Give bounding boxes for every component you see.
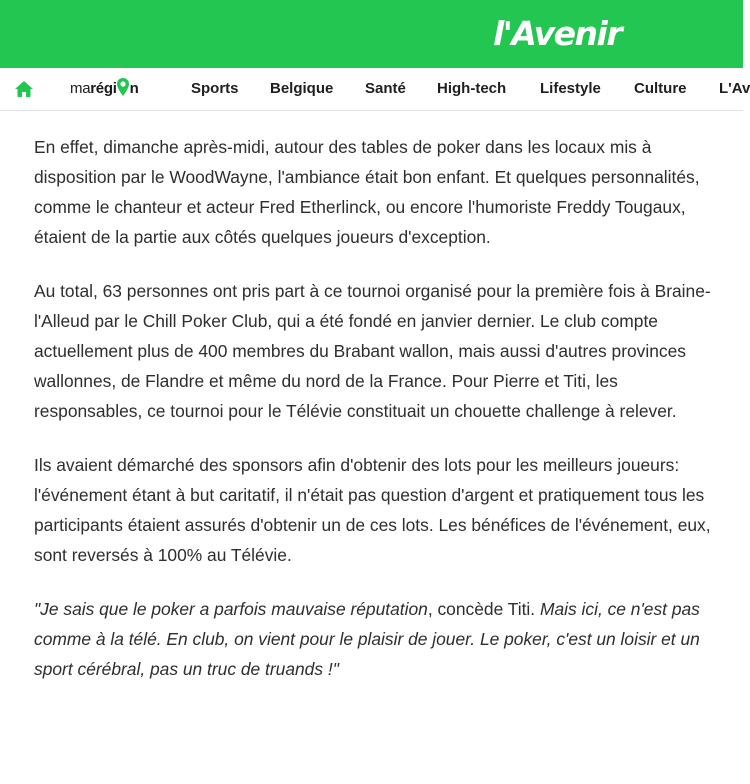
nav-bar xyxy=(0,68,750,111)
article-body xyxy=(34,132,724,684)
nav-item-culture[interactable]: Culture xyxy=(634,80,687,97)
top-banner xyxy=(0,0,743,68)
ma-region-label-end: n xyxy=(129,80,139,97)
home-icon[interactable] xyxy=(14,79,34,99)
nav-item-sports[interactable]: Sports xyxy=(191,80,239,97)
article-paragraph: En effet, dimanche après-midi, autour des tables de poker dans les locaux mis à disposition par le WoodWayne, l'ambiance était bon enfant. Et quelques personnalités, comme le chanteur et acteur Fred Etherlinck, ou encore l'humoriste Freddy Tougaux, étaient de la partie aux côtés quelques joueurs d'exception. xyxy=(34,137,700,247)
ma-region-prefix: ma xyxy=(70,80,91,97)
nav-item-belgique[interactable]: Belgique xyxy=(270,80,334,97)
nav-item-lifestyle[interactable]: Lifestyle xyxy=(540,80,601,97)
article-quote xyxy=(34,594,724,684)
location-pin-icon xyxy=(116,77,130,97)
article-paragraph: Au total, 63 personnes ont pris part à ce tournoi organisé pour la première fois à Braine-l'Alleud par le Chill Poker Club, qui a été fondé en janvier dernier. Le club compte actuellement plus de 400 membres du Brabant wallon, mais aussi d'autres provinces wallonnes, de Flandre et même du nord de la France. Pour Pierre et Titi, les responsables, ce tournoi pour le Télévie constituait un chouette challenge à relever. xyxy=(34,281,711,421)
nav-item-lavenir[interactable]: L'Av xyxy=(719,80,750,97)
nav-item-sante[interactable]: Santé xyxy=(365,80,406,97)
quote-part-1: "Je sais que le poker a parfois mauvaise réputation xyxy=(34,599,428,619)
ma-region-link[interactable] xyxy=(70,77,139,101)
article-paragraph: Ils avaient démarché des sponsors afin d'obtenir des lots pour les meilleurs joueurs: l'événement étant à but caritatif, il n'était pas question d'argent et pratiquement tous les participants étaient assurés d'obtenir un de ces lots. Les bénéfices de l'événement, eux, sont reversés à 100% au Télévie. xyxy=(34,455,711,565)
brand-logo[interactable]: l'Avenir xyxy=(493,14,622,53)
ma-region-label: régi xyxy=(90,80,117,97)
quote-part-2: Mais ici, ce n'est pas comme à la télé. En club, on vient pour le plaisir de jouer. Le poker, c'est un loisir et un sport cérébral, pas un truc de truands !" xyxy=(34,599,700,679)
nav-item-high-tech[interactable]: High-tech xyxy=(437,80,507,97)
quote-attribution: , concède Titi. xyxy=(427,599,540,619)
